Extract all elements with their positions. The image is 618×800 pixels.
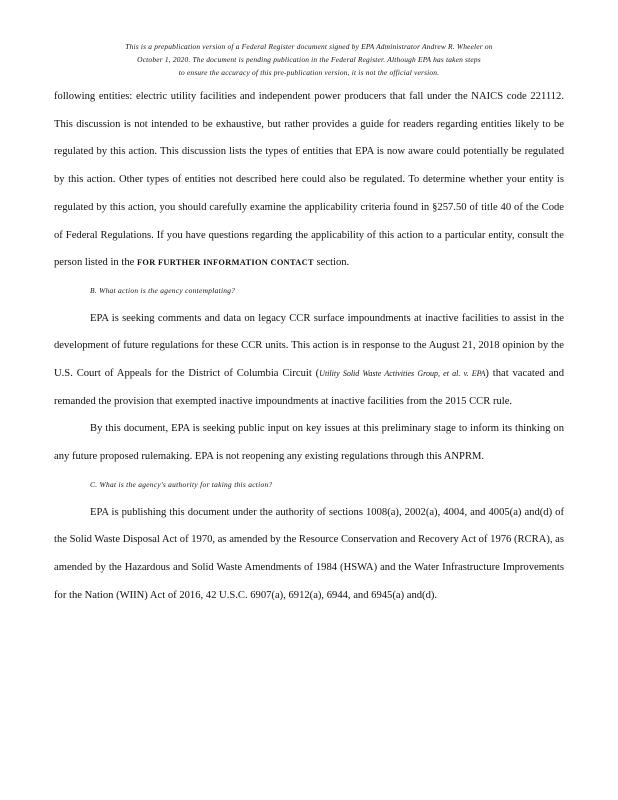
disclaimer-line-1: This is a prepublication version of a Federal Register document signed by EPA Administrator Andrew R. Wheeler on <box>125 42 493 51</box>
action-paragraph-2: By this document, EPA is seeking public input on key issues at this preliminary stage to inform its thinking on any future proposed rulemaking. EPA is not reopening any existing regulations through this ANPRM. <box>54 423 564 463</box>
prepublication-disclaimer <box>54 40 564 79</box>
document-body <box>54 83 564 609</box>
applicability-tail: section. <box>316 257 350 269</box>
action-text-start: EPA is seeking comments and data on legacy CCR surface impoundments at inactive facilities to assist in the development of future regulations for these CCR units. This action is in response to the August 21, 2018 opinion by the U.S. Court of Appeals for the District of Columbia Circuit ( <box>54 312 564 380</box>
heading-b: B. What action is the agency contemplating? <box>90 285 236 295</box>
contact-section-label: FOR FURTHER INFORMATION CONTACT <box>136 258 314 268</box>
disclaimer-line-3: to ensure the accuracy of this pre-publication version, it is not the official version. <box>178 68 440 77</box>
action-text-end: ) that vacated and remanded the provision that exempted inactive impoundments at inactive facilities from the 2015 CCR rule. <box>54 368 565 407</box>
disclaimer-line-2: October 1, 2020. The document is pending publication in the Federal Register. Although EPA has taken steps <box>137 55 481 64</box>
action-paragraph-1 <box>54 305 564 416</box>
heading-c: C. What is the agency's authority for taking this action? <box>90 479 273 489</box>
case-name: Utility Solid Waste Activities Group, et al. v. EPA <box>319 369 486 379</box>
applicability-text: following entities: electric utility facilities and independent power producers that fall under the NAICS code 221112. This discussion is not intended to be exhaustive, but rather provides a guide for readers regarding entities likely to be regulated by this action. This discussion lists the types of entities that EPA is now aware could potentially be regulated by this action. Other types of entities not described here could also be regulated. To determine whether your entity is regulated by this action, you should carefully examine the applicability criteria found in §257.50 of title 40 of the Code of Federal Regulations. If you have questions regarding the applicability of this action to a particular entity, consult the person listed in the <box>54 91 564 269</box>
applicability-paragraph <box>54 83 564 277</box>
authority-paragraph: EPA is publishing this document under the authority of sections 1008(a), 2002(a), 4004, and 4005(a) and(d) of the Solid Waste Disposal Act of 1970, as amended by the Resource Conservation and Recovery Act of 1976 (RCRA), as amended by the Hazardous and Solid Waste Amendments of 1984 (HSWA) and the Water Infrastructure Improvements for the Nation (WIIN) Act of 2016, 42 U.S.C. 6907(a), 6912(a), 6944, and 6945(a) and(d). <box>54 506 565 601</box>
